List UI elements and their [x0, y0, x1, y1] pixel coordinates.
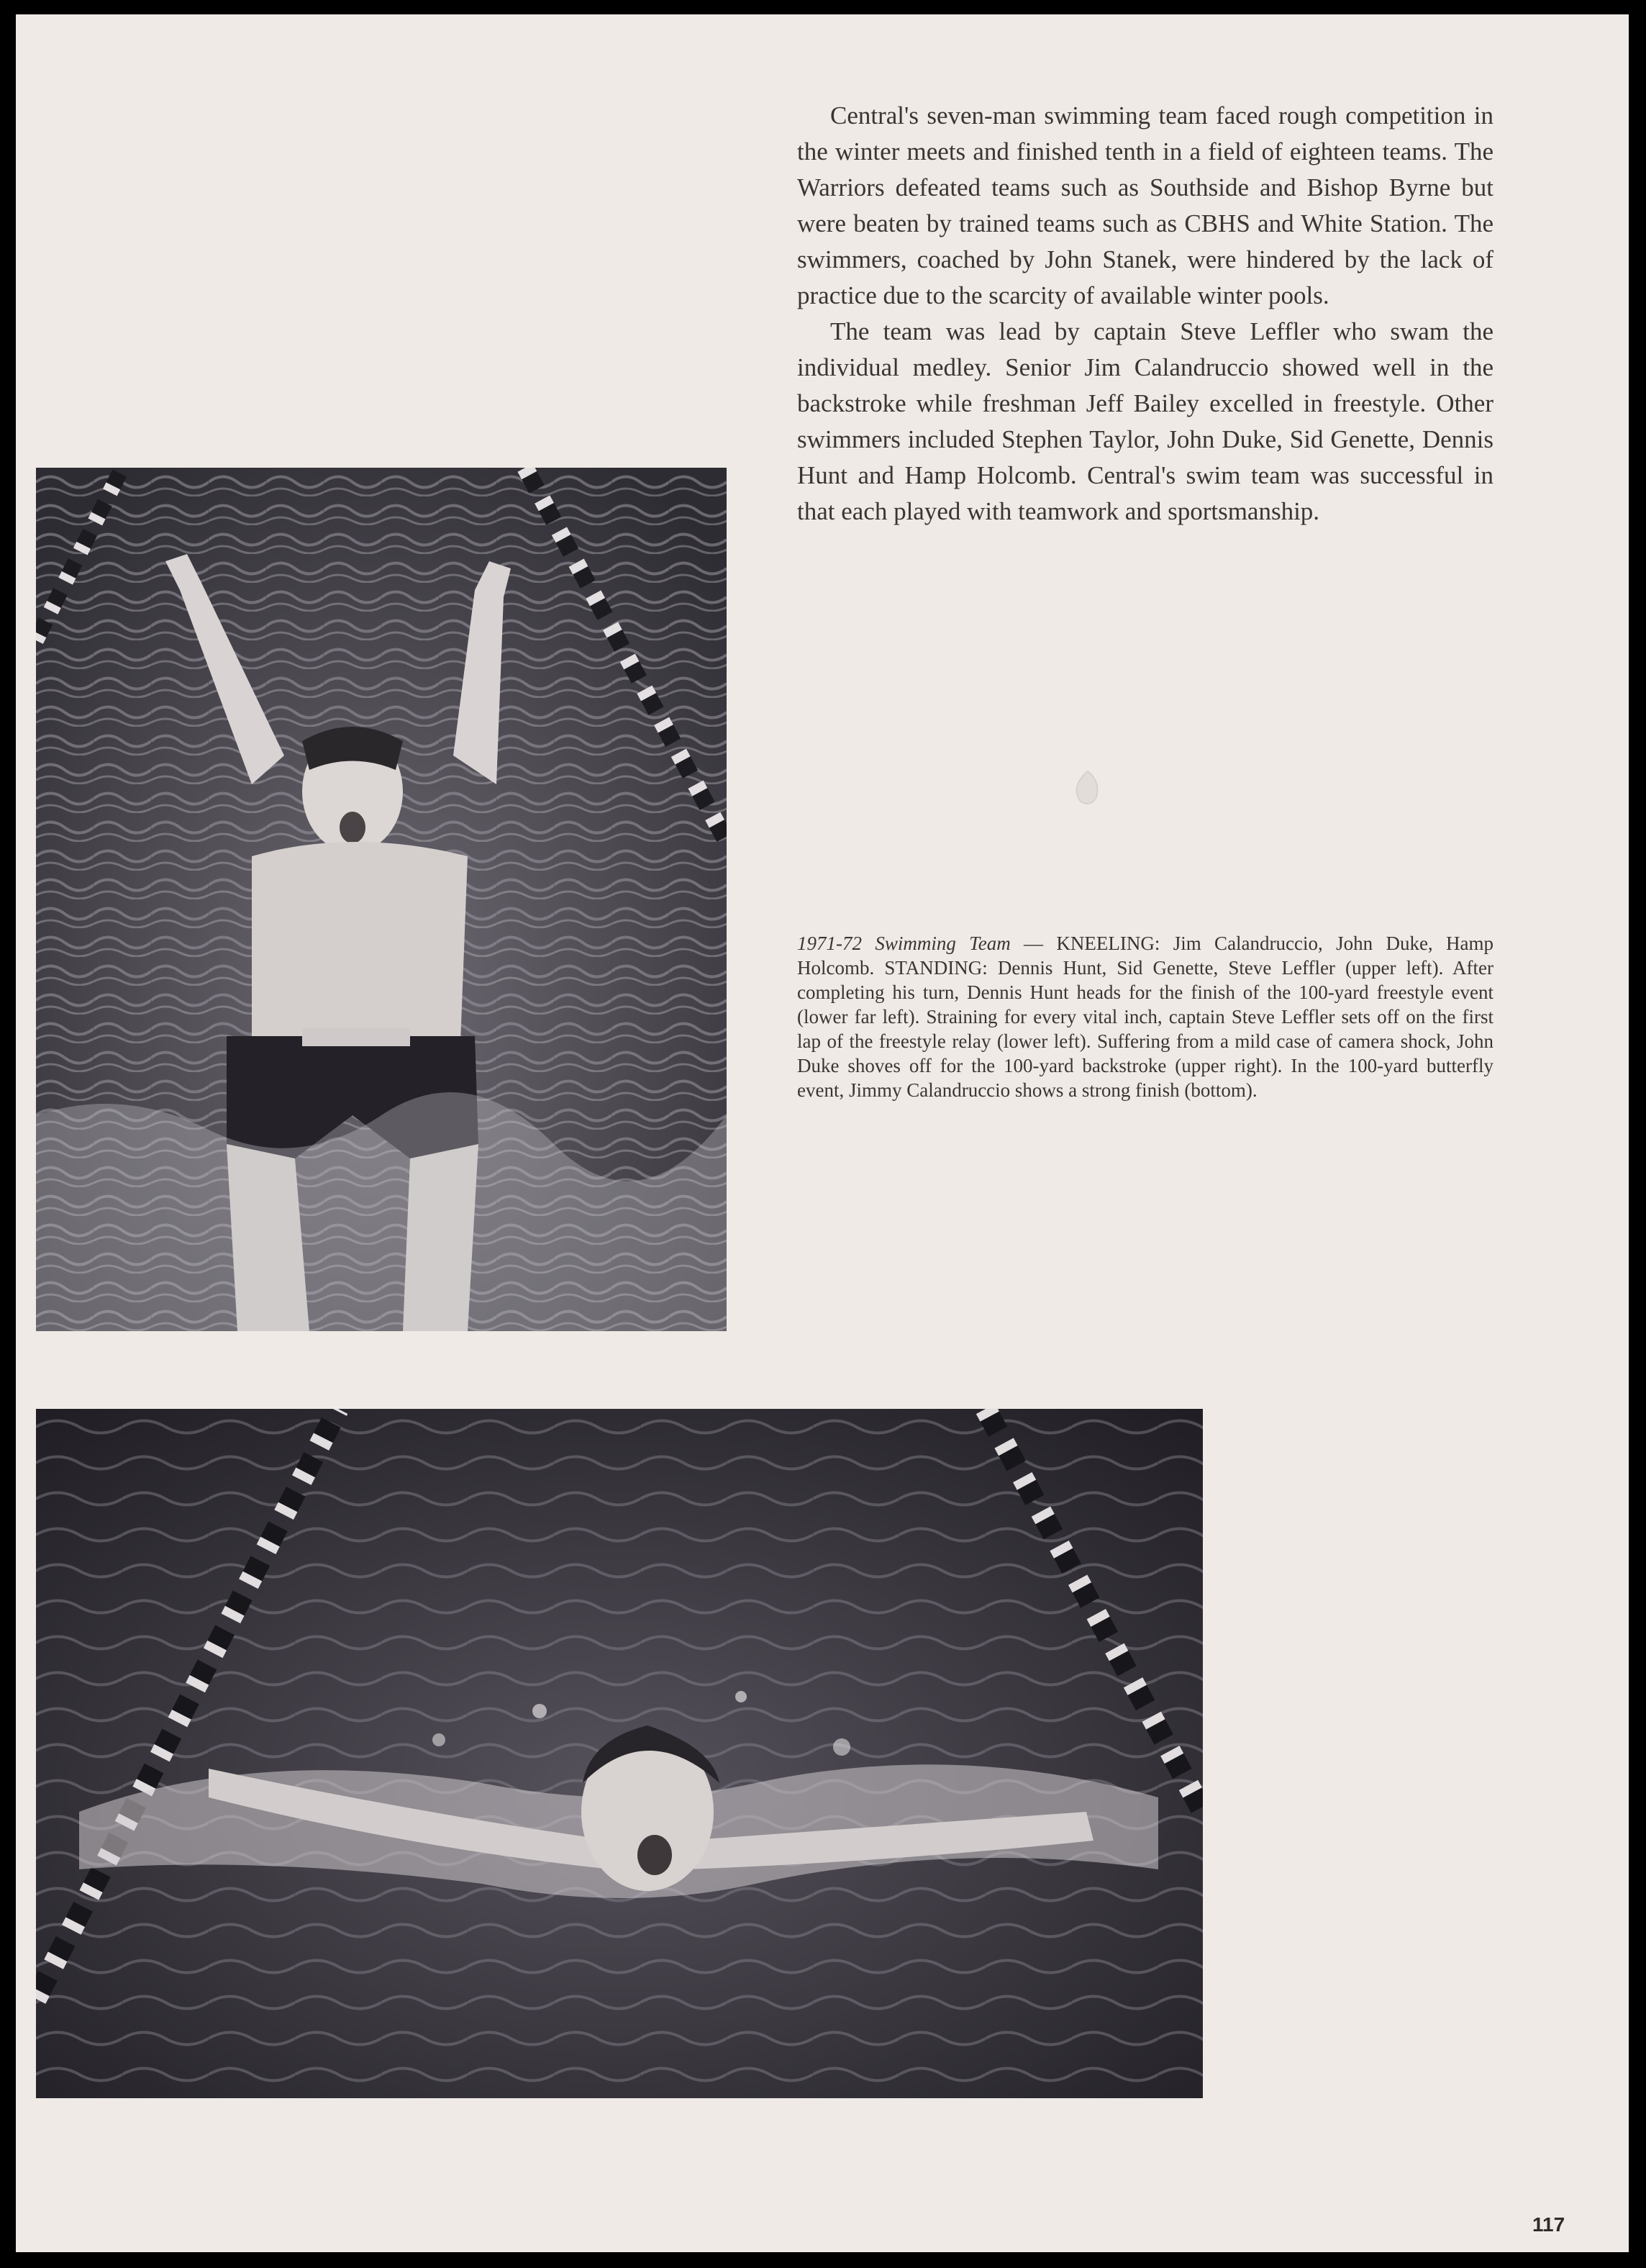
photo-caption — [797, 931, 1493, 1102]
article-paragraph-1: Central's seven-man swimming team faced rough competition in the winter meets and finished tenth in a field of eighteen teams. The Warriors defeated teams such as Southside and Bishop Byrne but were beaten by trained teams such as CBHS and White Station. The swimmers, coached by John Stanek, were hindered by the lack of practice due to the scarcity of available winter pools. — [797, 101, 1493, 309]
leaf-smudge-icon — [1072, 768, 1104, 809]
page-number: 117 — [1532, 2213, 1565, 2236]
caption-title: 1971-72 Swimming Team — [797, 933, 1011, 954]
swimmer-backstroke-icon — [36, 468, 727, 1331]
backstroke-photo — [36, 468, 727, 1331]
caption-text: — KNEELING: Jim Calandruccio, John Duke, Hamp Holcomb. STANDING: Dennis Hunt, Sid Genette, Steve Leffler (upper left). After completing his turn, Dennis Hunt heads for the finish of the 100-yard freestyle event (lower far left). Straining for every vital inch, captain Steve Leffler sets off on the first lap of the freestyle relay (lower left). Suffering from a mild case of camera shock, John Duke shoves off for the 100-yard backstroke (upper right). In the 100-yard butterfly event, Jimmy Calandruccio shows a strong finish (bottom). — [797, 933, 1494, 1101]
butterfly-photo — [36, 1409, 1203, 2098]
article-paragraph-2: The team was lead by captain Steve Leffler who swam the individual medley. Senior Jim Calandruccio showed well in the backstroke while freshman Jeff Bailey excelled in freestyle. Other swimmers included Stephen Taylor, John Duke, Sid Genette, Dennis Hunt and Hamp Holcomb. Central's swim team was successful in that each played with teamwork and sportsmanship. — [797, 317, 1493, 525]
swimmer-butterfly-icon — [36, 1409, 1203, 2098]
yearbook-page — [16, 14, 1629, 2252]
article-body — [797, 98, 1493, 530]
